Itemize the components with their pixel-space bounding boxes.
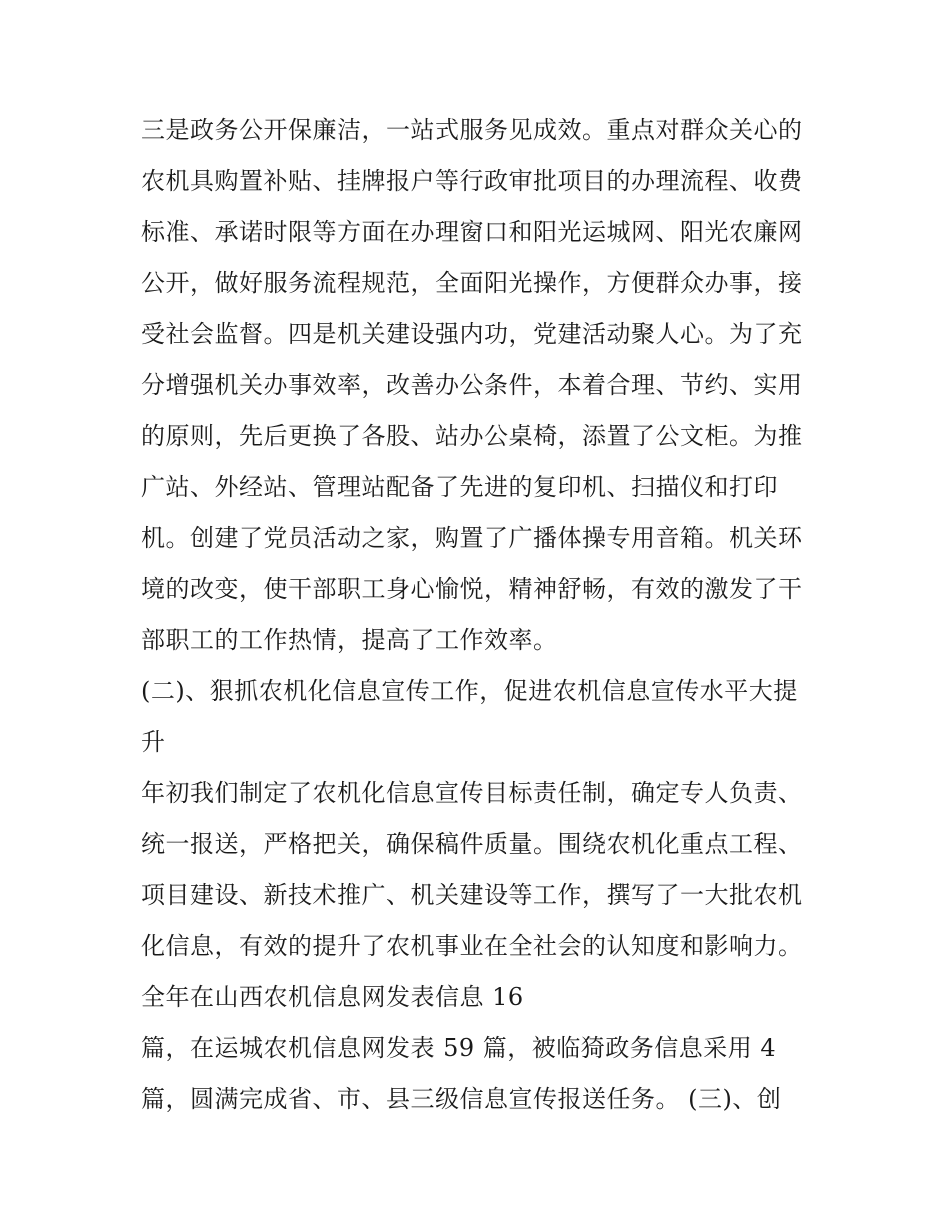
text-line: 统一报送，严格把关，确保稿件质量。围绕农机化重点工程、 [141, 830, 803, 858]
text-line: 标准、承诺时限等方面在办理窗口和阳光运城网、阳光农廉网 [141, 218, 803, 246]
text-line: 三是政务公开保廉洁，一站式服务见成效。重点对群众关心的 [141, 116, 803, 144]
text-line: 年初我们制定了农机化信息宣传目标责任制，确定专人负责、 [141, 779, 803, 807]
text-line: 机。创建了党员活动之家，购置了广播体操专用音箱。机关环 [141, 524, 803, 552]
body-text [141, 108, 821, 1128]
text-line: 部职工的工作热情，提高了工作效率。 [141, 626, 558, 654]
section-heading: 升 [141, 728, 166, 756]
text-line: 分增强机关办事效率，改善办公条件，本着合理、节约、实用 [141, 371, 803, 399]
text-line: 农机具购置补贴、挂牌报户等行政审批项目的办理流程、收费 [141, 167, 803, 195]
text-line: 境的改变，使干部职工身心愉悦，精神舒畅，有效的激发了干 [141, 575, 803, 603]
text-line: 化信息，有效的提升了农机事业在全社会的认知度和影响力。 [141, 932, 803, 960]
text-line: 的原则，先后更换了各股、站办公桌椅，添置了公文柜。为推 [141, 422, 803, 450]
text-line: 全年在山西农机信息网发表信息 16 [141, 983, 524, 1011]
text-line: 篇，圆满完成省、市、县三级信息宣传报送任务。 (三)、创 [141, 1085, 782, 1113]
text-line: 公开，做好服务流程规范，全面阳光操作，方便群众办事，接 [141, 269, 803, 297]
text-line: 项目建设、新技术推广、机关建设等工作，撰写了一大批农机 [141, 881, 803, 909]
section-heading: (二)、狠抓农机化信息宣传工作，促进农机信息宣传水平大提 [141, 677, 798, 705]
text-line: 广站、外经站、管理站配备了先进的复印机、扫描仪和打印 [141, 473, 778, 501]
text-line: 篇，在运城农机信息网发表 59 篇，被临猗政务信息采用 4 [141, 1034, 777, 1062]
text-line: 受社会监督。四是机关建设强内功，党建活动聚人心。为了充 [141, 320, 803, 348]
